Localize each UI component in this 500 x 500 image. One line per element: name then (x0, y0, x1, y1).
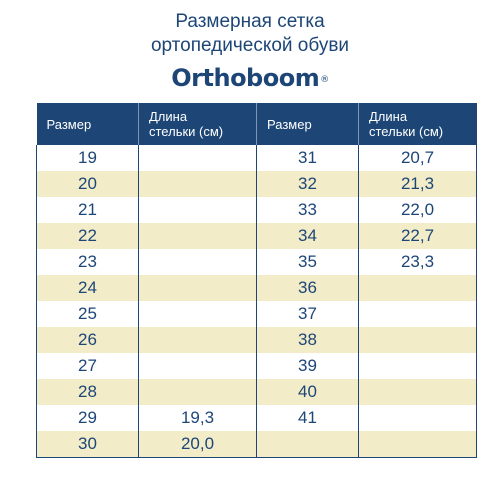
size-cell: 30 (37, 431, 139, 457)
table-row (37, 275, 477, 301)
insole-length-cell (139, 301, 257, 327)
size-cell: 32 (257, 171, 359, 197)
size-cell: 35 (257, 249, 359, 275)
table-row (37, 197, 477, 223)
insole-length-cell (139, 327, 257, 353)
table-row (37, 171, 477, 197)
insole-length-cell (359, 405, 477, 431)
insole-length-cell (359, 301, 477, 327)
insole-length-cell (139, 197, 257, 223)
size-cell: 23 (37, 249, 139, 275)
size-cell: 28 (37, 379, 139, 405)
size-cell: 37 (257, 301, 359, 327)
insole-length-cell: 22,7 (359, 223, 477, 249)
insole-length-cell (139, 171, 257, 197)
size-cell: 25 (37, 301, 139, 327)
size-cell: 20 (37, 171, 139, 197)
insole-length-cell (359, 353, 477, 379)
size-cell: 39 (257, 353, 359, 379)
header-size-1: Размер (37, 103, 139, 145)
insole-length-cell: 20,7 (359, 145, 477, 171)
size-cell: 40 (257, 379, 359, 405)
insole-length-cell: 21,3 (359, 171, 477, 197)
header-insole-1: Длина стельки (см) (139, 103, 257, 145)
brand-name: Orthoboom (171, 64, 320, 92)
size-cell: 34 (257, 223, 359, 249)
table-row (37, 405, 477, 431)
size-cell: 27 (37, 353, 139, 379)
title-line-1: Размерная сетка (175, 11, 325, 32)
table-header-row (37, 103, 477, 145)
registered-mark: ® (320, 75, 329, 85)
size-cell: 26 (37, 327, 139, 353)
size-cell: 24 (37, 275, 139, 301)
insole-length-cell (359, 379, 477, 405)
size-cell: 19 (37, 145, 139, 171)
header-size-2: Размер (257, 103, 359, 145)
header-insole-2: Длина стельки (см) (359, 103, 477, 145)
table-row (37, 379, 477, 405)
table-row (37, 431, 477, 457)
table-row (37, 223, 477, 249)
size-cell: 38 (257, 327, 359, 353)
size-cell: 29 (37, 405, 139, 431)
page-title (0, 10, 500, 58)
insole-length-cell: 23,3 (359, 249, 477, 275)
insole-length-cell (359, 327, 477, 353)
size-cell: 21 (37, 197, 139, 223)
size-cell: 31 (257, 145, 359, 171)
table-row (37, 301, 477, 327)
size-cell: 22 (37, 223, 139, 249)
insole-length-cell (139, 223, 257, 249)
insole-length-cell: 19,3 (139, 405, 257, 431)
insole-length-cell (139, 353, 257, 379)
size-cell: 36 (257, 275, 359, 301)
table-row (37, 353, 477, 379)
insole-length-cell (139, 379, 257, 405)
insole-length-cell (359, 431, 477, 457)
size-cell: 33 (257, 197, 359, 223)
size-cell: 41 (257, 405, 359, 431)
table-row (37, 145, 477, 171)
size-cell (257, 431, 359, 457)
insole-length-cell (139, 145, 257, 171)
insole-length-cell: 20,0 (139, 431, 257, 457)
insole-length-cell (139, 275, 257, 301)
insole-length-cell: 22,0 (359, 197, 477, 223)
table-row (37, 249, 477, 275)
insole-length-cell (139, 249, 257, 275)
title-line-2: ортопедической обуви (150, 35, 350, 56)
insole-length-cell (359, 275, 477, 301)
brand-logo (0, 63, 500, 93)
size-chart-table (36, 103, 477, 458)
table-row (37, 327, 477, 353)
